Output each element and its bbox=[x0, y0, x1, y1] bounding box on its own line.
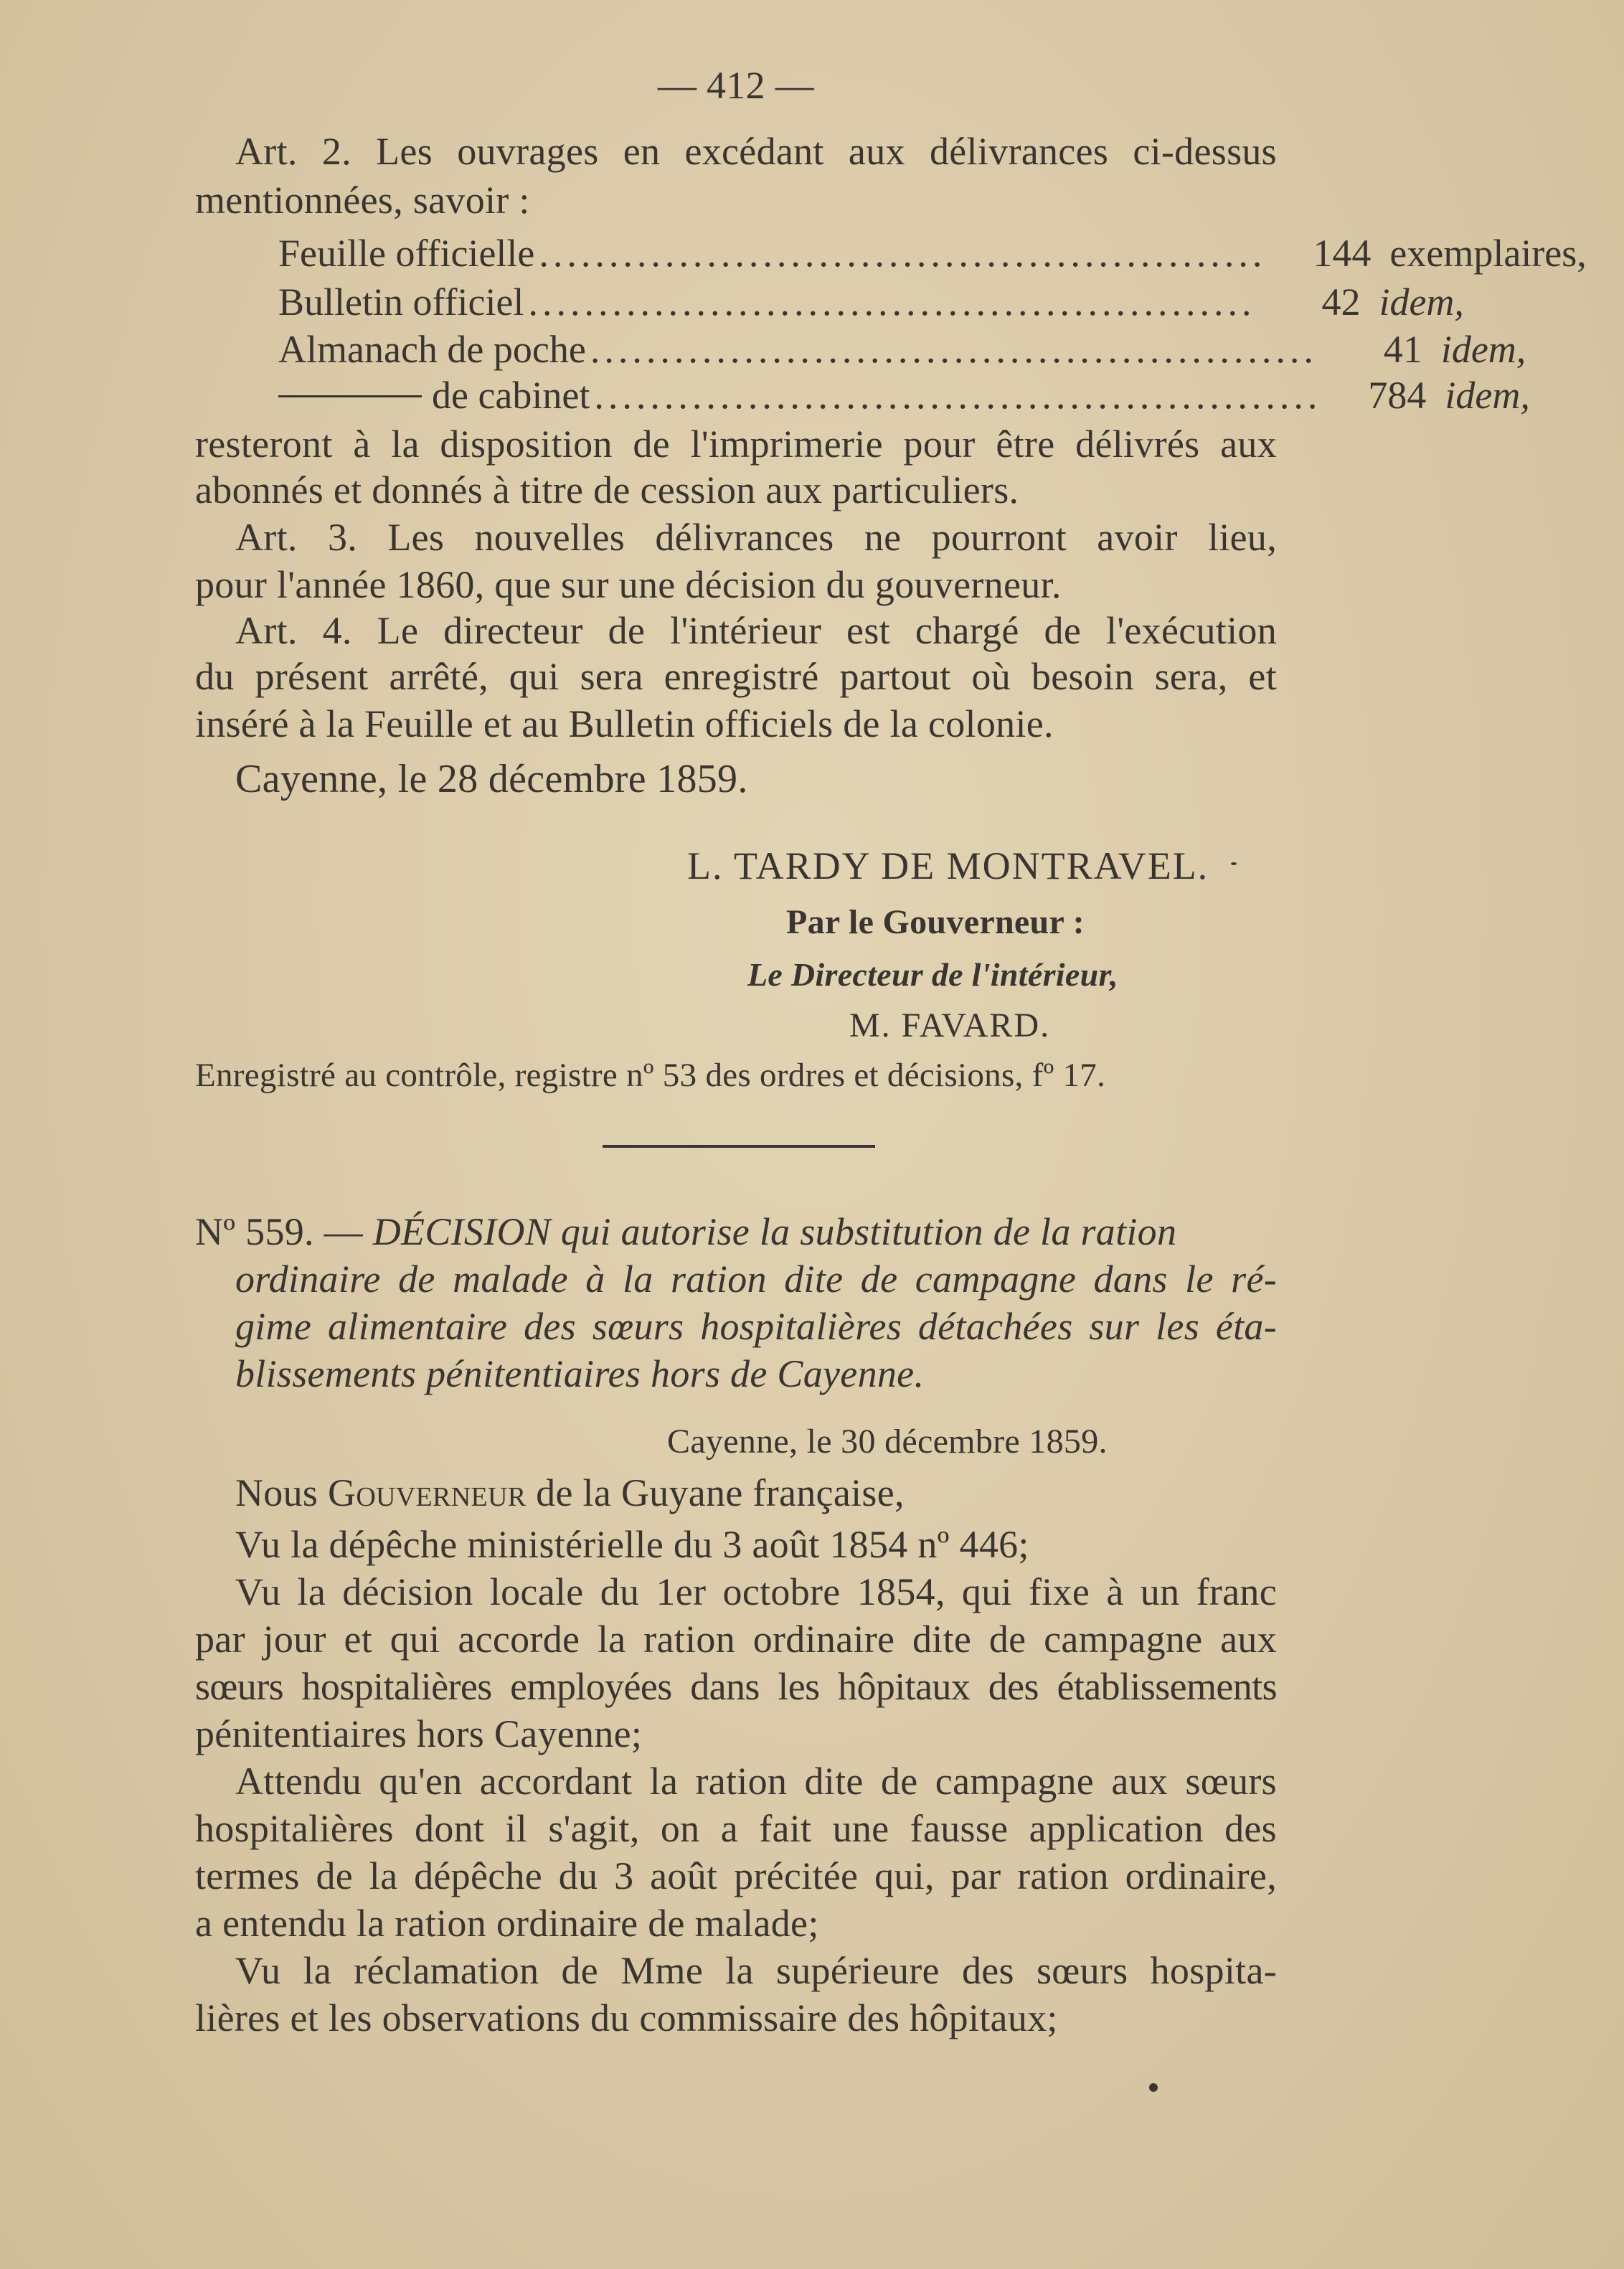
considerant-3-line2: hospitalières dont il s'agit, on a fait une fausse application des bbox=[195, 1807, 1277, 1850]
preamble-line bbox=[235, 1473, 1277, 1512]
list-item bbox=[278, 374, 1530, 417]
considerant-1: Vu la dépêche ministérielle du 3 août 1854 nº 446; bbox=[235, 1523, 1029, 1566]
signature-name: L. TARDY DE MONTRAVEL. bbox=[687, 844, 1209, 887]
ink-speck bbox=[1149, 2083, 1158, 2092]
decision-heading-line4: blissements pénitentiaires hors de Cayenne. bbox=[235, 1352, 925, 1395]
signature-by: Par le Gouverneur : bbox=[786, 903, 1085, 941]
decision-number: Nº 559. — bbox=[195, 1210, 373, 1253]
decision-heading-line3: gime alimentaire des sœurs hospitalières détachées sur les éta- bbox=[235, 1305, 1277, 1348]
considerant-2-line4: pénitentiaires hors Cayenne; bbox=[195, 1712, 643, 1755]
preamble-initial: Nous bbox=[235, 1471, 329, 1514]
item-unit: idem, bbox=[1440, 328, 1526, 371]
preamble-rest: de la Guyane française, bbox=[526, 1471, 905, 1514]
considerant-3-line3: termes de la dépêche du 3 août précitée qui, par ration ordinaire, bbox=[195, 1854, 1277, 1897]
art4-line3: inséré à la Feuille et au Bulletin officiels de la colonie. bbox=[195, 702, 1054, 745]
decision-heading-line2: ordinaire de malade à la ration dite de campagne dans le ré- bbox=[235, 1258, 1277, 1301]
item-label: Almanach de poche bbox=[278, 328, 586, 371]
art2-line3: resteront à la disposition de l'imprimerie pour être délivrés aux bbox=[195, 423, 1277, 466]
ditto-dash bbox=[278, 395, 422, 397]
date-line: Cayenne, le 28 décembre 1859. bbox=[235, 757, 748, 801]
art4-line2: du présent arrêté, qui sera enregistré partout où besoin sera, et bbox=[195, 655, 1277, 698]
item-label: Feuille officielle bbox=[278, 232, 535, 275]
preamble-title: Gouverneur bbox=[328, 1471, 527, 1514]
art2-line4: abonnés et donnés à titre de cession aux particuliers. bbox=[195, 468, 1019, 511]
item-unit: idem, bbox=[1379, 280, 1464, 324]
page-number: — 412 — bbox=[657, 64, 815, 107]
item-label: de cabinet bbox=[432, 374, 590, 417]
list-item bbox=[278, 328, 1526, 371]
dot-leader: .................................................... bbox=[539, 232, 1267, 275]
art2-line1: Art. 2. Les ouvrages en excédant aux délivrances ci-dessus bbox=[235, 130, 1277, 173]
dot-leader: .................................................... bbox=[528, 280, 1256, 324]
art2-line2: mentionnées, savoir : bbox=[195, 179, 530, 222]
item-unit: idem, bbox=[1445, 374, 1530, 417]
considerant-2-line1: Vu la décision locale du 1er octobre 1854, qui fixe à un franc bbox=[235, 1570, 1277, 1613]
dot-leader: .................................................... bbox=[590, 328, 1318, 371]
considerant-3-line1: Attendu qu'en accordant la ration dite de campagne aux sœurs bbox=[235, 1760, 1277, 1803]
art3-line1: Art. 3. Les nouvelles délivrances ne pourront avoir lieu, bbox=[235, 516, 1277, 559]
art3-line2: pour l'année 1860, que sur une décision du gouverneur. bbox=[195, 563, 1062, 606]
considerant-2-line2: par jour et qui accorde la ration ordinaire dite de campagne aux bbox=[195, 1618, 1277, 1661]
item-label: Bulletin officiel bbox=[278, 280, 524, 324]
considerant-4-line1: Vu la réclamation de Mme la supérieure des sœurs hospita- bbox=[235, 1949, 1277, 1992]
art4-line1: Art. 4. Le directeur de l'intérieur est chargé de l'exécution bbox=[235, 609, 1277, 652]
signature-title: Le Directeur de l'intérieur, bbox=[747, 956, 1118, 993]
section-divider bbox=[603, 1145, 875, 1148]
decision-title: DÉCISION qui autorise la substitution de la ration bbox=[372, 1210, 1177, 1253]
item-count: 144 bbox=[1313, 232, 1372, 275]
signature-signer: M. FAVARD. bbox=[849, 1006, 1051, 1044]
considerant-2-line3: sœurs hospitalières employées dans les hôpitaux des établissements bbox=[195, 1665, 1277, 1708]
decision-heading-line1 bbox=[195, 1212, 1277, 1251]
item-count: 42 bbox=[1321, 280, 1361, 324]
considerant-3-line4: a entendu la ration ordinaire de malade; bbox=[195, 1902, 819, 1945]
item-label-with-ditto bbox=[278, 376, 590, 415]
list-item bbox=[278, 232, 1587, 275]
registration-note: Enregistré au contrôle, registre nº 53 des ordres et décisions, fº 17. bbox=[195, 1057, 1106, 1094]
ink-speck bbox=[1231, 862, 1237, 865]
item-count: 41 bbox=[1383, 328, 1422, 371]
decision-place-date: Cayenne, le 30 décembre 1859. bbox=[667, 1423, 1108, 1461]
item-unit: exemplaires, bbox=[1389, 232, 1587, 275]
item-count: 784 bbox=[1368, 374, 1427, 417]
considerant-4-line2: lières et les observations du commissaire des hôpitaux; bbox=[195, 1996, 1058, 2039]
dot-leader: .................................................... bbox=[594, 374, 1322, 417]
list-item bbox=[278, 280, 1464, 324]
